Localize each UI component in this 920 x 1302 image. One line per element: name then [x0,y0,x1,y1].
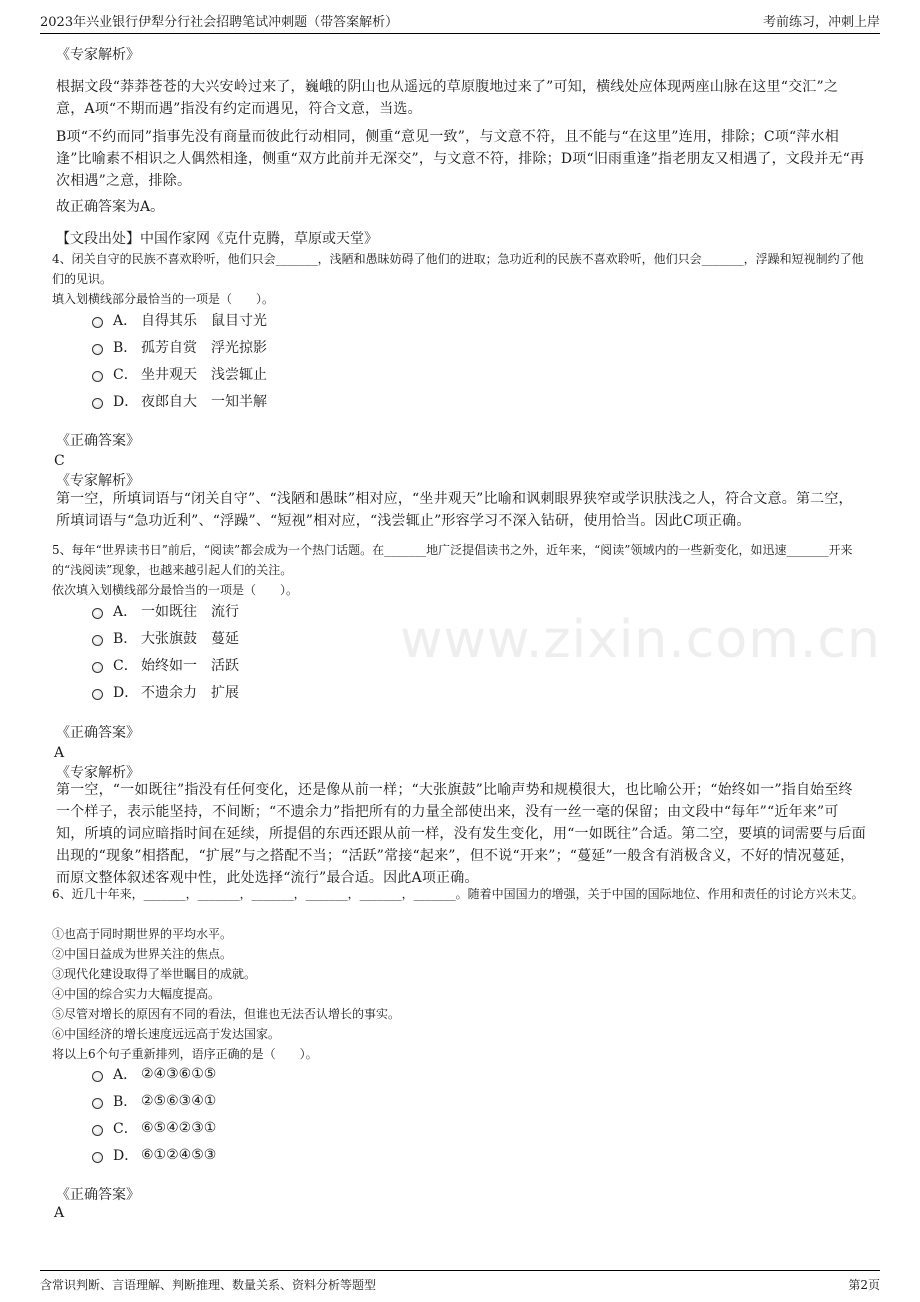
question-prompt: 填入划横线部分最恰当的一项是（ ）。 [52,292,275,306]
question-stem: 5、每年“世界读书日”前后，“阅读”都会成为一个热门话题。在_______地广泛提倡读书之外，近年来，“阅读”领域内的一些新变化，如迅速_______开来的“浅阅读”现象，也越来越引起人们的关注。 [52,543,853,577]
option-d[interactable] [92,679,239,705]
correct-answer-label: 《正确答案》 [56,725,140,741]
option-text: 自得其乐 鼠目寸光 [141,313,267,329]
radio-button-icon[interactable] [92,1098,103,1109]
page-header [40,8,880,34]
radio-button-icon[interactable] [92,689,103,700]
option-text: 孤芳自赏 浮光掠影 [141,340,267,356]
radio-button-icon[interactable] [92,398,103,409]
analysis-paragraph: 第一空，所填词语与“闭关自守”、“浅陋和愚昧”相对应，“坐井观天”比喻和讽刺眼界狭窄或学识肤浅之人，符合文意。第二空，所填词语与“急功近利”、“浮躁”、“短视”相对应，“浅尝辄止”形容学习不深入钻研，使用恰当。因此C项正确。 [56,491,853,529]
option-letter: B． [113,1094,138,1110]
page-footer [40,1270,880,1293]
analysis-paragraph: B项“不约而同”指事先没有商量而彼此行动相同，侧重“意见一致”，与文意不符，且不能与“在这里”连用，排除；C项“萍水相逢”比喻素不相识之人偶然相逢，侧重“双方此前并无深交”，与文意不符，排除；D项“旧雨重逢”指老朋友又相遇了，文段并无“再次相遇”之意，排除。 [56,129,865,189]
question-prompt: 依次填入划横线部分最恰当的一项是（ ）。 [52,583,299,597]
option-letter: D． [113,394,139,410]
correct-answer-label: 《正确答案》 [56,433,140,449]
correct-answer: A [54,745,65,761]
sentence-item: ②中国日益成为世界关注的焦点。 [52,947,233,961]
correct-answer: A [54,1205,65,1221]
option-text: 坐井观天 浅尝辄止 [141,367,267,383]
option-letter: A． [113,1067,138,1083]
option-letter: D． [113,685,139,701]
conclusion-text: 故正确答案为A。 [56,199,165,215]
option-text: 夜郎自大 一知半解 [141,394,267,410]
option-text: 一如既往 流行 [141,604,239,620]
option-text: ⑥①②④⑤③ [141,1147,217,1163]
question-prompt: 将以上6个句子重新排列，语序正确的是（ ）。 [52,1047,318,1061]
option-d[interactable] [92,1142,216,1168]
radio-button-icon[interactable] [92,608,103,619]
question-stem: 4、闭关自守的民族不喜欢聆听，他们只会_______，浅陋和愚昧妨碍了他们的进取；急功近利的民族不喜欢聆听，他们只会_______，浮躁和短视制约了他们的见识。 [52,252,864,286]
sentence-item: ⑤尽管对增长的原因有不同的看法，但谁也无法否认增长的事实。 [52,1007,401,1021]
option-text: 大张旗鼓 蔓延 [141,631,239,647]
option-a[interactable] [92,307,267,333]
option-text: 不遗余力 扩展 [141,685,239,701]
option-text: ⑥⑤④②③① [141,1120,217,1136]
sentence-item: ④中国的综合实力大幅度提高。 [52,987,221,1001]
question-stem: 6、近几十年来，_______，_______，_______，_______，_______，_______。随着中国国力的增强，关于中国的国际地位、作用和责任的讨论方兴未艾。 [52,887,864,901]
option-c[interactable] [92,361,267,387]
document-title: 2023年兴业银行伊犁分行社会招聘笔试冲刺题（带答案解析） [40,15,399,30]
option-letter: B． [113,340,138,356]
expert-analysis-label: 《专家解析》 [56,473,140,489]
option-letter: C． [113,658,138,674]
option-letter: C． [113,1121,138,1137]
option-c[interactable] [92,1115,216,1141]
option-text: 始终如一 活跃 [141,658,239,674]
expert-analysis-label: 《专家解析》 [56,765,140,781]
radio-button-icon[interactable] [92,1125,103,1136]
radio-button-icon[interactable] [92,1152,103,1163]
sentence-item: ①也高于同时期世界的平均水平。 [52,927,233,941]
option-d[interactable] [92,388,267,414]
option-b[interactable] [92,1088,216,1114]
radio-button-icon[interactable] [92,635,103,646]
analysis-paragraph: 根据文段“莽莽苍苍的大兴安岭过来了，巍峨的阴山也从遥远的草原腹地过来了”可知，横线处应体现两座山脉在这里“交汇”之意，A项“不期而遇”指没有约定而遇见，符合文意，当选。 [56,79,839,117]
header-slogan: 考前练习，冲刺上岸 [762,15,880,30]
option-letter: D． [113,1148,139,1164]
expert-analysis-label: 《专家解析》 [56,47,140,63]
radio-button-icon[interactable] [92,371,103,382]
option-text: ②⑤⑥③④① [141,1093,217,1109]
correct-answer-label: 《正确答案》 [56,1187,140,1203]
option-text: ②④③⑥①⑤ [141,1066,217,1082]
option-letter: A． [113,604,138,620]
radio-button-icon[interactable] [92,344,103,355]
option-a[interactable] [92,598,239,624]
radio-button-icon[interactable] [92,1071,103,1082]
option-b[interactable] [92,625,239,651]
source-text: 【文段出处】中国作家网《克什克腾，草原或天堂》 [56,231,378,247]
option-c[interactable] [92,652,239,678]
sentence-item: ③现代化建设取得了举世瞩目的成就。 [52,967,257,981]
page-number: 第2页 [848,1278,880,1292]
watermark: www.zixin.com.cn [400,610,881,670]
footer-description: 含常识判断、言语理解、判断推理、数量关系、资料分析等题型 [40,1278,377,1292]
radio-button-icon[interactable] [92,662,103,673]
option-letter: A． [113,313,138,329]
sentence-item: ⑥中国经济的增长速度远远高于发达国家。 [52,1027,281,1041]
option-a[interactable] [92,1061,216,1087]
option-letter: C． [113,367,138,383]
option-letter: B． [113,631,138,647]
radio-button-icon[interactable] [92,317,103,328]
option-b[interactable] [92,334,267,360]
correct-answer: C [54,453,65,469]
analysis-paragraph: 第一空，“一如既往”指没有任何变化，还是像从前一样；“大张旗鼓”比喻声势和规模很大，也比喻公开；“始终如一”指自始至终一个样子，表示能坚持，不间断；“不遗余力”指把所有的力量全部使出来，没有一丝一毫的保留；由文段中“每年”“近年来”可知，所填的词应暗指时间在延续，所提倡的东西还跟从前一样，没有发生变化，用“一如既往”合适。第二空，要填的词需要与后面出现的“现象”相搭配，“扩展”与之搭配不当；“活跃”常接“起来”，但不说“开来”；“蔓延”一般含有消极含义，不好的情况蔓延，而原文整体叙述客观中性，此处选择“流行”最合适。因此A项正确。 [56,782,866,886]
